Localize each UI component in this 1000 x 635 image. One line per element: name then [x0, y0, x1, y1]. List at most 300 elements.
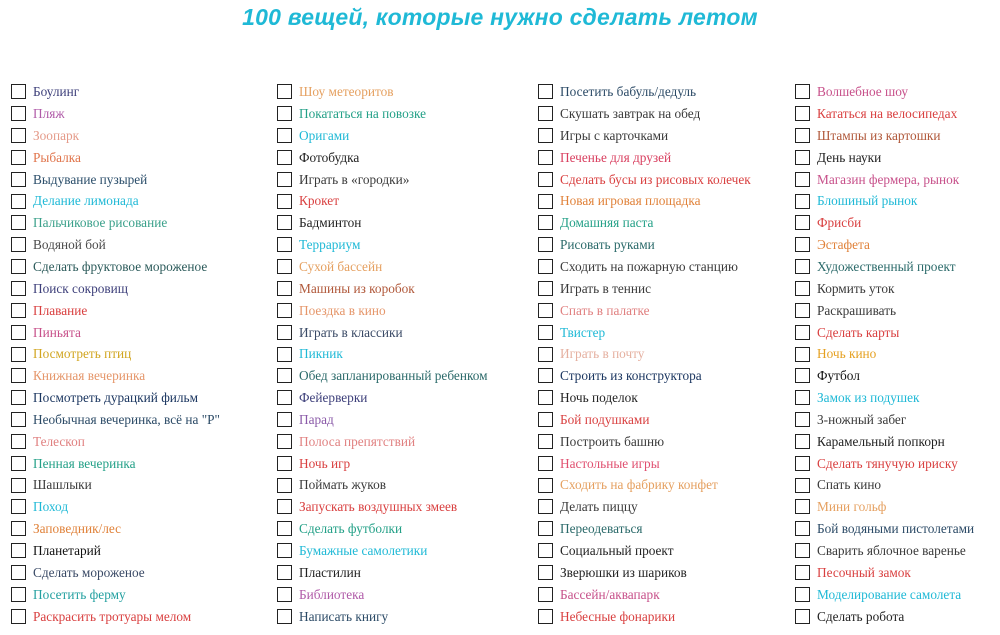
checklist-item-label: Ночь игр — [299, 455, 351, 471]
checklist-item — [277, 518, 537, 540]
checkbox[interactable] — [277, 609, 292, 624]
checklist-item-label: Выдувание пузырей — [33, 171, 148, 187]
checklist-item-label: День науки — [817, 149, 882, 165]
checklist-item-label: Обед запланированный ребенком — [299, 368, 488, 384]
checklist-item-label: Пенная вечеринка — [33, 455, 136, 471]
checkbox[interactable] — [277, 412, 292, 427]
checklist-item — [277, 168, 537, 190]
checkbox[interactable] — [11, 390, 26, 405]
checkbox[interactable] — [11, 106, 26, 121]
checklist-item — [795, 212, 1000, 234]
checklist-item-label: Посмотреть птиц — [33, 346, 132, 362]
checklist-item-label: Спать в палатке — [560, 302, 650, 318]
checklist-item-label: Пикник — [299, 346, 343, 362]
checkbox[interactable] — [795, 609, 810, 624]
checkbox[interactable] — [538, 434, 553, 449]
checklist-item — [795, 321, 1000, 343]
checkbox[interactable] — [538, 368, 553, 383]
checklist-item — [11, 299, 271, 321]
checklist-item-label: Делать пиццу — [560, 499, 638, 515]
checklist-item — [277, 103, 537, 125]
checkbox[interactable] — [11, 543, 26, 558]
checklist-item — [11, 212, 271, 234]
checklist-item — [795, 365, 1000, 387]
checklist-item — [277, 540, 537, 562]
checklist-item-label: Фейерверки — [299, 390, 368, 406]
checkbox[interactable] — [11, 368, 26, 383]
checkbox[interactable] — [538, 609, 553, 624]
checklist-item — [795, 256, 1000, 278]
checkbox[interactable] — [538, 325, 553, 340]
checkbox[interactable] — [277, 128, 292, 143]
checkbox[interactable] — [277, 456, 292, 471]
checkbox[interactable] — [538, 128, 553, 143]
checklist-item-label: Замок из подушек — [817, 390, 920, 406]
checklist-item-label: Бой подушками — [560, 411, 650, 427]
checkbox[interactable] — [538, 172, 553, 187]
checkbox[interactable] — [11, 281, 26, 296]
checklist-item — [538, 81, 798, 103]
checklist-item — [538, 409, 798, 431]
checklist-item — [11, 81, 271, 103]
checkbox[interactable] — [11, 521, 26, 536]
checkbox[interactable] — [277, 521, 292, 536]
checklist-item — [795, 234, 1000, 256]
checklist-item — [11, 343, 271, 365]
checklist-item-label: Написать книгу — [299, 608, 389, 624]
checkbox[interactable] — [538, 478, 553, 493]
checkbox[interactable] — [795, 499, 810, 514]
checklist-item-label: Сделать бусы из рисовых колечек — [560, 171, 751, 187]
checklist-item-label: Волшебное шоу — [817, 84, 909, 100]
checklist-item-label: Полоса препятствий — [299, 433, 416, 449]
checklist-item-label: Рыбалка — [33, 149, 81, 165]
checklist-item — [538, 496, 798, 518]
checklist-item-label: Заповедник/лес — [33, 521, 122, 537]
checklist-item-label: Сделать тянучую ириску — [817, 455, 958, 471]
checklist-item-label: Играть в теннис — [560, 280, 652, 296]
checklist-item-label: Фотобудка — [299, 149, 360, 165]
checkbox[interactable] — [277, 106, 292, 121]
checklist-item-label: Построить башню — [560, 433, 665, 449]
checklist-item-label: Кататься на велосипедах — [817, 106, 958, 122]
checkbox[interactable] — [538, 347, 553, 362]
checkbox[interactable] — [277, 150, 292, 165]
checkbox[interactable] — [277, 478, 292, 493]
page-title: 100 вещей, которые нужно сделать летом — [242, 4, 758, 30]
checklist-item-label: Бадминтон — [299, 215, 362, 231]
checklist-item-label: Сделать робота — [817, 608, 905, 624]
checklist-item — [11, 190, 271, 212]
checklist-item-label: Телескоп — [33, 433, 85, 449]
checkbox[interactable] — [538, 543, 553, 558]
checklist-item — [538, 321, 798, 343]
checklist-item — [795, 168, 1000, 190]
checklist-item — [795, 583, 1000, 605]
checklist-item-label: Кормить уток — [817, 280, 895, 296]
checklist-item-label: Штампы из картошки — [817, 127, 941, 143]
checklist-item — [538, 431, 798, 453]
checkbox[interactable] — [11, 215, 26, 230]
checklist-item-label: Пиньята — [33, 324, 81, 340]
checkbox[interactable] — [795, 281, 810, 296]
checklist-item — [277, 605, 537, 627]
checklist-item — [795, 409, 1000, 431]
checklist-item-label: Пальчиковое рисование — [33, 215, 168, 231]
checkbox[interactable] — [11, 84, 26, 99]
checklist-item — [538, 583, 798, 605]
checklist-item-label: Террариум — [299, 237, 361, 253]
checklist-item — [11, 147, 271, 169]
checklist-item-label: Рисовать руками — [560, 237, 655, 253]
checkbox[interactable] — [11, 237, 26, 252]
checklist-item-label: Небесные фонарики — [560, 608, 676, 624]
checklist-item-label: Песочный замок — [817, 564, 911, 580]
checklist-item — [538, 343, 798, 365]
checkbox[interactable] — [11, 194, 26, 209]
checkbox[interactable] — [538, 84, 553, 99]
checklist-item — [11, 431, 271, 453]
checklist-item — [795, 496, 1000, 518]
checkbox[interactable] — [795, 84, 810, 99]
checklist-item-label: 3-ножный забег — [817, 411, 907, 427]
checklist-item — [277, 234, 537, 256]
checkbox[interactable] — [11, 259, 26, 274]
checklist-item-label: Бой водяными пистолетами — [817, 521, 975, 537]
checklist-item-label: Делание лимонада — [33, 193, 139, 209]
checkbox[interactable] — [795, 412, 810, 427]
checklist-item-label: Книжная вечеринка — [33, 368, 146, 384]
checklist-item-label: Планетарий — [33, 542, 101, 558]
checkbox[interactable] — [11, 456, 26, 471]
checklist-item — [11, 103, 271, 125]
checklist-item — [538, 387, 798, 409]
checklist-item — [538, 168, 798, 190]
checkbox[interactable] — [795, 434, 810, 449]
checklist-item-label: Футбол — [817, 368, 860, 384]
checkbox[interactable] — [538, 237, 553, 252]
checklist-item-label: Машины из коробок — [299, 280, 415, 296]
checkbox[interactable] — [795, 478, 810, 493]
checklist-item-label: Ночь поделок — [560, 390, 638, 406]
checklist-item-label: Игры с карточками — [560, 127, 669, 143]
checklist-item-label: Эстафета — [817, 237, 870, 253]
checkbox[interactable] — [795, 303, 810, 318]
checklist-item — [277, 496, 537, 518]
checkbox[interactable] — [277, 194, 292, 209]
checklist-item — [538, 452, 798, 474]
checkbox[interactable] — [795, 347, 810, 362]
checklist-item — [795, 147, 1000, 169]
checklist-item — [277, 562, 537, 584]
checklist-item — [795, 387, 1000, 409]
checklist-item — [277, 365, 537, 387]
checklist-item — [795, 81, 1000, 103]
checklist-item-label: Социальный проект — [560, 542, 674, 558]
checklist-item — [538, 212, 798, 234]
checklist-item-label: Посмотреть дурацкий фильм — [33, 390, 199, 406]
checklist-item — [11, 474, 271, 496]
checkbox[interactable] — [277, 215, 292, 230]
checklist-item — [11, 234, 271, 256]
checklist-item-label: Сходить на фабрику конфет — [560, 477, 718, 493]
checkbox[interactable] — [795, 565, 810, 580]
checkbox[interactable] — [795, 390, 810, 405]
checklist-item — [277, 343, 537, 365]
checkbox[interactable] — [11, 150, 26, 165]
checklist-item-label: Моделирование самолета — [817, 586, 962, 602]
checklist-item — [277, 299, 537, 321]
checklist-item-label: Магазин фермера, рынок — [817, 171, 960, 187]
checklist-item — [277, 387, 537, 409]
checkbox[interactable] — [538, 194, 553, 209]
checklist-item-label: Строить из конструктора — [560, 368, 702, 384]
checkbox[interactable] — [538, 499, 553, 514]
checklist-item — [277, 321, 537, 343]
checkbox[interactable] — [795, 587, 810, 602]
checkbox[interactable] — [277, 390, 292, 405]
checklist-item — [795, 518, 1000, 540]
checklist-item — [11, 168, 271, 190]
checklist-item — [795, 278, 1000, 300]
checklist-item — [277, 125, 537, 147]
checklist-item-label: Блошиный рынок — [817, 193, 918, 209]
checklist-item-label: Поиск сокровищ — [33, 280, 128, 296]
checklist-item — [277, 212, 537, 234]
checklist-item — [538, 605, 798, 627]
checkbox[interactable] — [538, 303, 553, 318]
checklist-item — [277, 431, 537, 453]
checklist-item — [11, 409, 271, 431]
checklist-item-label: Бумажные самолетики — [299, 542, 428, 558]
checkbox[interactable] — [277, 587, 292, 602]
checkbox[interactable] — [11, 478, 26, 493]
checklist-item-label: Сделать карты — [817, 324, 900, 340]
checklist-item-label: Крокет — [299, 193, 340, 209]
checklist-item — [11, 321, 271, 343]
checkbox[interactable] — [277, 325, 292, 340]
checklist-item-label: Зоопарк — [33, 127, 80, 143]
checklist-column-3 — [538, 81, 798, 627]
checklist-item-label: Сходить на пожарную станцию — [560, 259, 738, 275]
checklist-item — [538, 103, 798, 125]
checklist-item-label: Ночь кино — [817, 346, 877, 362]
checkbox[interactable] — [795, 106, 810, 121]
checklist-item-label: Переодеваться — [560, 521, 643, 537]
checklist-item — [795, 474, 1000, 496]
checklist-item — [795, 431, 1000, 453]
checklist-item-label: Поездка в кино — [299, 302, 386, 318]
checkbox[interactable] — [11, 565, 26, 580]
checklist-item-label: Сухой бассейн — [299, 259, 383, 275]
checkbox[interactable] — [277, 543, 292, 558]
checklist-item-label: Плавание — [33, 302, 88, 318]
checklist-item-label: Библиотека — [299, 586, 365, 602]
checkbox[interactable] — [538, 215, 553, 230]
checklist-item-label: Сделать футболки — [299, 521, 403, 537]
checklist-item-label: Запускать воздушных змеев — [299, 499, 458, 515]
checklist-item-label: Пластилин — [299, 564, 361, 580]
checkbox[interactable] — [795, 543, 810, 558]
checkbox[interactable] — [795, 456, 810, 471]
checkbox[interactable] — [795, 368, 810, 383]
checklist-column-4 — [795, 81, 1000, 627]
checklist-item-label: Зверюшки из шариков — [560, 564, 687, 580]
checkbox[interactable] — [277, 499, 292, 514]
checkbox[interactable] — [538, 587, 553, 602]
checklist-item-label: Мини гольф — [817, 499, 887, 515]
checklist-item — [538, 474, 798, 496]
checkbox[interactable] — [795, 215, 810, 230]
checklist-item — [795, 343, 1000, 365]
checkbox[interactable] — [11, 412, 26, 427]
checklist-item — [11, 125, 271, 147]
checklist-item — [538, 365, 798, 387]
checklist-item — [277, 278, 537, 300]
checklist-item — [538, 518, 798, 540]
checkbox[interactable] — [11, 325, 26, 340]
checklist-item-label: Домашняя паста — [560, 215, 654, 231]
checklist-item-label: Необычная вечеринка, всё на "Р" — [33, 411, 220, 427]
checkbox[interactable] — [538, 412, 553, 427]
checkbox[interactable] — [277, 84, 292, 99]
checklist-item-label: Карамельный попкорн — [817, 433, 945, 449]
checklist-item — [11, 562, 271, 584]
checklist-item — [538, 278, 798, 300]
checkbox[interactable] — [795, 150, 810, 165]
checklist-item — [277, 409, 537, 431]
checkbox[interactable] — [538, 281, 553, 296]
checklist-item — [277, 147, 537, 169]
checkbox[interactable] — [795, 237, 810, 252]
checklist-item — [795, 562, 1000, 584]
checklist-item-label: Твистер — [560, 324, 606, 340]
checkbox[interactable] — [277, 259, 292, 274]
checklist-item — [277, 474, 537, 496]
checkbox[interactable] — [277, 434, 292, 449]
checklist-item — [795, 125, 1000, 147]
checklist-item-label: Шашлыки — [33, 477, 92, 493]
checklist-item-label: Бассейн/аквапарк — [560, 586, 660, 602]
checklist-item-label: Скушать завтрак на обед — [560, 106, 701, 122]
checkbox[interactable] — [538, 565, 553, 580]
checkbox[interactable] — [795, 194, 810, 209]
checklist-item — [11, 387, 271, 409]
checklist-column-2 — [277, 81, 537, 627]
checkbox[interactable] — [538, 456, 553, 471]
checklist-column-1 — [11, 81, 271, 627]
checklist-item — [538, 562, 798, 584]
checklist-item-label: Сварить яблочное варенье — [817, 542, 966, 558]
checklist-item — [795, 452, 1000, 474]
checkbox[interactable] — [11, 587, 26, 602]
checkbox[interactable] — [277, 347, 292, 362]
checkbox[interactable] — [795, 172, 810, 187]
checkbox[interactable] — [11, 609, 26, 624]
checklist-item — [795, 540, 1000, 562]
checklist-item — [277, 256, 537, 278]
checklist-item-label: Оригами — [299, 127, 350, 143]
checklist-item-label: Сделать фруктовое мороженое — [33, 259, 208, 275]
checklist-item-label: Играть в почту — [560, 346, 645, 362]
checklist-item-label: Посетить бабуль/дедуль — [560, 84, 697, 100]
checklist-item-label: Водяной бой — [33, 237, 106, 253]
checkbox[interactable] — [11, 347, 26, 362]
checklist-item-label: Шоу метеоритов — [299, 84, 394, 100]
checklist-item-label: Пляж — [33, 106, 65, 122]
checkbox[interactable] — [538, 390, 553, 405]
checklist-item-label: Поход — [33, 499, 69, 515]
checklist-item-label: Играть в «городки» — [299, 171, 410, 187]
checklist-item — [11, 452, 271, 474]
checkbox[interactable] — [795, 325, 810, 340]
checklist-item-label: Поймать жуков — [299, 477, 386, 493]
checklist-item-label: Посетить ферму — [33, 586, 126, 602]
checklist-item — [538, 125, 798, 147]
checkbox[interactable] — [277, 303, 292, 318]
checkbox[interactable] — [795, 259, 810, 274]
checklist-item-label: Раскрасить тротуары мелом — [33, 608, 192, 624]
checkbox[interactable] — [11, 303, 26, 318]
checklist-item — [11, 540, 271, 562]
checklist — [0, 81, 1000, 631]
checklist-item-label: Играть в классики — [299, 324, 403, 340]
checklist-item — [538, 147, 798, 169]
checklist-item-label: Спать кино — [817, 477, 882, 493]
checklist-item — [11, 518, 271, 540]
checkbox[interactable] — [277, 565, 292, 580]
checkbox[interactable] — [277, 368, 292, 383]
checkbox[interactable] — [11, 128, 26, 143]
checkbox[interactable] — [795, 128, 810, 143]
checkbox[interactable] — [538, 259, 553, 274]
checklist-item-label: Боулинг — [33, 84, 80, 100]
checklist-item-label: Настольные игры — [560, 455, 660, 471]
checklist-item — [11, 496, 271, 518]
checkbox[interactable] — [277, 281, 292, 296]
checkbox[interactable] — [11, 499, 26, 514]
checklist-item-label: Раскрашивать — [817, 302, 897, 318]
checklist-item — [11, 278, 271, 300]
checklist-item — [538, 256, 798, 278]
checklist-item — [538, 190, 798, 212]
checklist-item-label: Сделать мороженое — [33, 564, 145, 580]
checkbox[interactable] — [538, 150, 553, 165]
checklist-item — [277, 81, 537, 103]
checklist-item — [11, 365, 271, 387]
checklist-item-label: Парад — [299, 411, 334, 427]
checkbox[interactable] — [277, 237, 292, 252]
checklist-item — [277, 452, 537, 474]
checklist-item-label: Печенье для друзей — [560, 149, 672, 165]
checklist-item — [538, 540, 798, 562]
checklist-item — [795, 605, 1000, 627]
checkbox[interactable] — [538, 106, 553, 121]
checklist-item — [795, 103, 1000, 125]
checkbox[interactable] — [538, 521, 553, 536]
checklist-item-label: Художественный проект — [817, 259, 956, 275]
checklist-item — [795, 190, 1000, 212]
checklist-item-label: Фрисби — [817, 215, 862, 231]
checklist-item — [11, 256, 271, 278]
checkbox[interactable] — [795, 521, 810, 536]
checkbox[interactable] — [277, 172, 292, 187]
checkbox[interactable] — [11, 172, 26, 187]
checklist-item — [277, 583, 537, 605]
checklist-item — [11, 605, 271, 627]
checkbox[interactable] — [11, 434, 26, 449]
checklist-item — [538, 234, 798, 256]
